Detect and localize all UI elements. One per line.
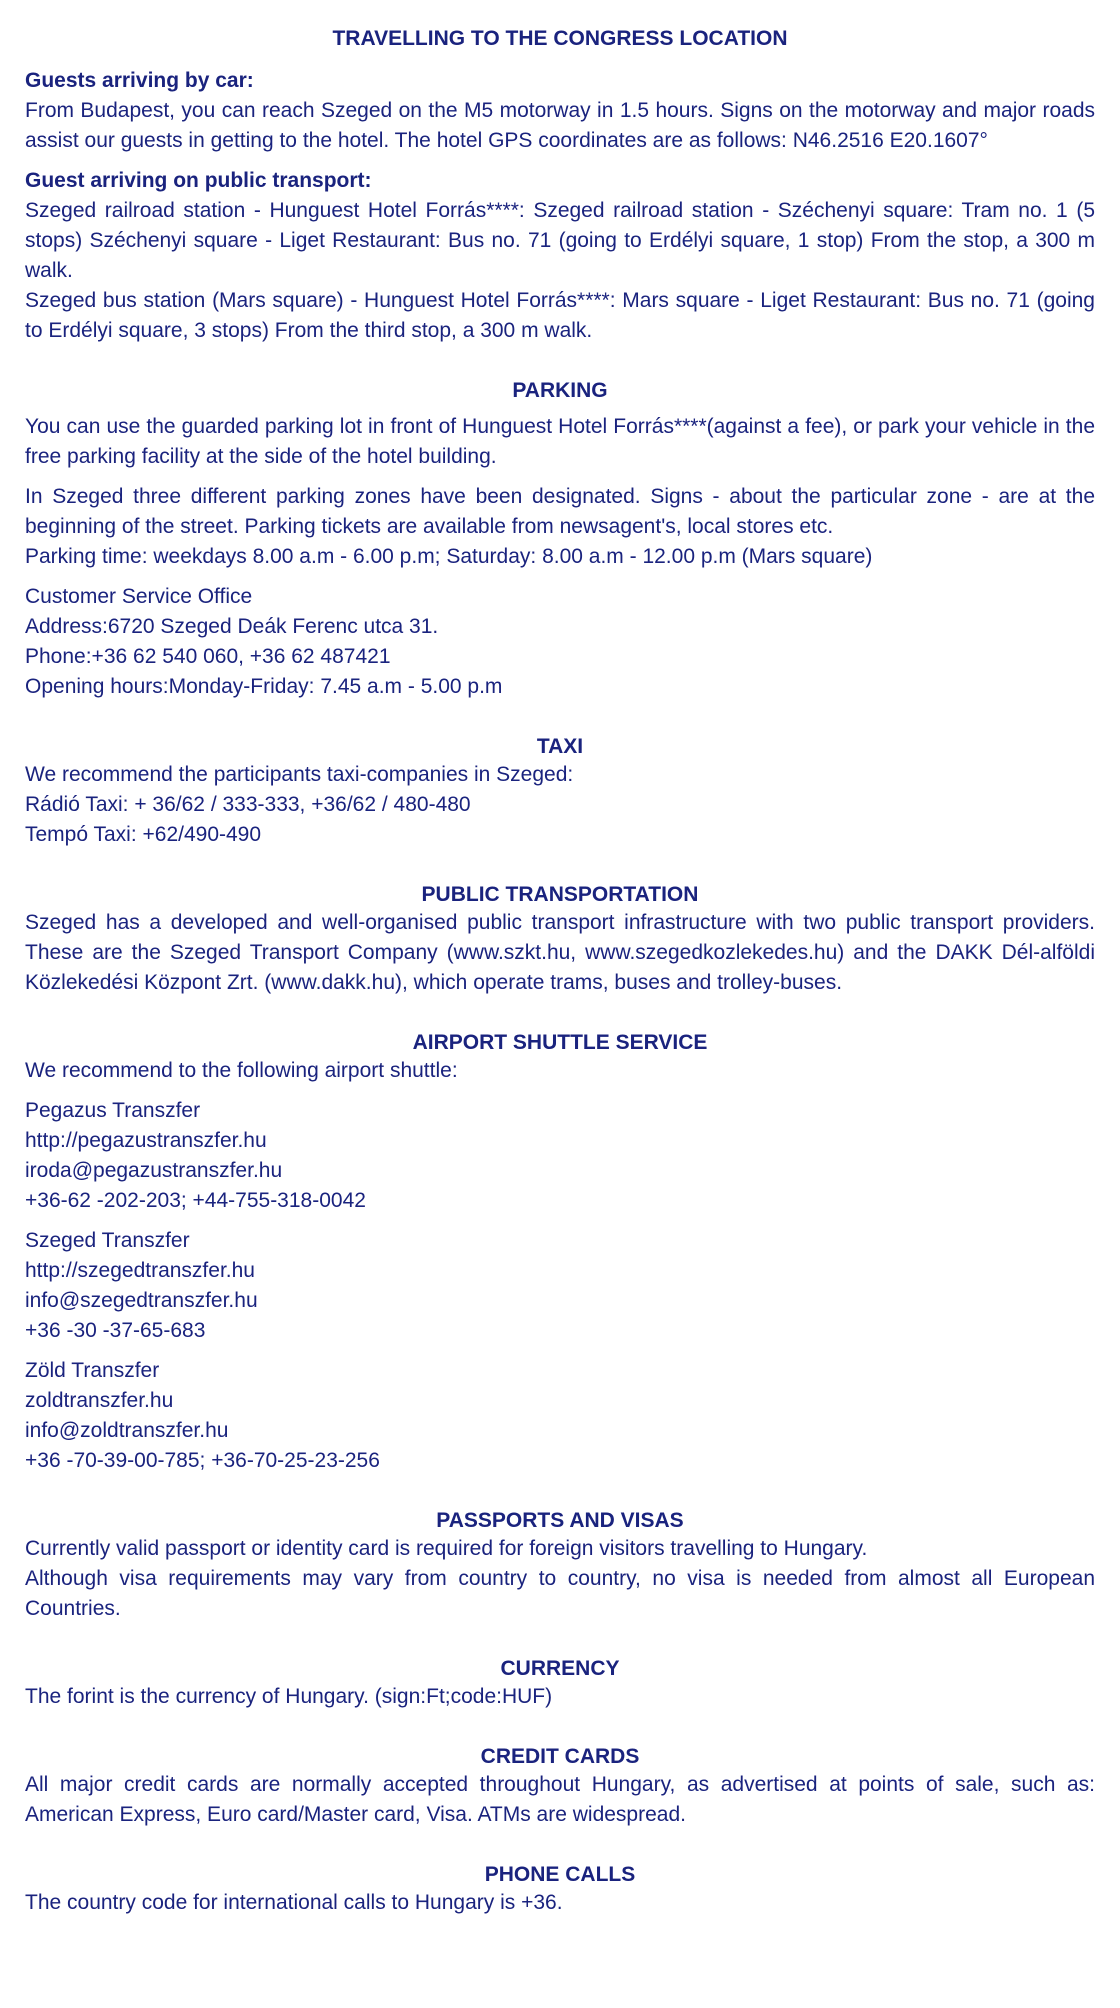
passports-text-1: Currently valid passport or identity card is required for foreign visitors travelling to Hungary. xyxy=(25,1537,868,1560)
car-heading: Guests arriving by car: xyxy=(25,69,254,92)
public-transport-text: Szeged has a developed and well-organised public transport infrastructure with two public transport providers. These are the Szeged Transport Company (www.szkt.hu, www.szegedkozlekedes.hu) and the DAKK Dél-alföldi Közlekedési Központ Zrt. (www.dakk.hu), which operate trams, buses and trolley-buses. xyxy=(25,911,1095,994)
parking-text-1: You can use the guarded parking lot in front of Hunguest Hotel Forrás****(against a fee), or park your vehicle in the free parking facility at the side of the hotel building. xyxy=(25,415,1095,468)
shuttle-title: AIRPORT SHUTTLE SERVICE xyxy=(412,1031,708,1054)
passports-title: PASSPORTS AND VISAS xyxy=(436,1509,684,1532)
public-text-2: Szeged bus station (Mars square) - Hunguest Hotel Forrás****: Mars square - Liget Restaurant: Bus no. 71 (going to Erdélyi square, 3 stops) From the third stop, a 300 m walk. xyxy=(25,289,1095,342)
shuttle-intro: We recommend to the following airport shuttle: xyxy=(25,1059,458,1082)
parking-text-2: In Szeged three different parking zones have been designated. Signs - about the particular zone - are at the beginning of the street. Parking tickets are available from newsagent's, local stores etc. xyxy=(25,485,1095,538)
public-transport-title: PUBLIC TRANSPORTATION xyxy=(421,883,699,906)
provider-name: Pegazus Transzfer xyxy=(25,1099,201,1122)
provider-phone: +36-62 -202-203; +44-755-318-0042 xyxy=(25,1189,366,1212)
public-heading: Guest arriving on public transport: xyxy=(25,169,372,192)
office-address: Address:6720 Szeged Deák Ferenc utca 31. xyxy=(25,615,439,638)
provider-phone: +36 -30 -37-65-683 xyxy=(25,1319,206,1342)
shuttle-provider xyxy=(25,1356,1095,1476)
currency-title: CURRENCY xyxy=(500,1657,620,1680)
parking-title: PARKING xyxy=(512,379,608,402)
provider-web: http://pegazustranszfer.hu xyxy=(25,1129,267,1152)
provider-email: iroda@pegazustranszfer.hu xyxy=(25,1159,283,1182)
provider-web: http://szegedtranszfer.hu xyxy=(25,1259,255,1282)
currency-text: The forint is the currency of Hungary. (sign:Ft;code:HUF) xyxy=(25,1685,553,1708)
taxi-title: TAXI xyxy=(536,735,584,758)
provider-email: info@szegedtranszfer.hu xyxy=(25,1289,258,1312)
office-name: Customer Service Office xyxy=(25,585,253,608)
passports-text-2: Although visa requirements may vary from country to country, no visa is needed from almost all European Countries. xyxy=(25,1567,1095,1620)
provider-phone: +36 -70-39-00-785; +36-70-25-23-256 xyxy=(25,1449,380,1472)
provider-web: zoldtranszfer.hu xyxy=(25,1389,174,1412)
phone-text: The country code for international calls to Hungary is +36. xyxy=(25,1891,563,1914)
provider-email: info@zoldtranszfer.hu xyxy=(25,1419,229,1442)
travel-title: TRAVELLING TO THE CONGRESS LOCATION xyxy=(332,27,788,50)
taxi-radio: Rádió Taxi: + 36/62 / 333-333, +36/62 / 480-480 xyxy=(25,793,471,816)
car-text: From Budapest, you can reach Szeged on the M5 motorway in 1.5 hours. Signs on the motorway and major roads assist our guests in getting to the hotel. The hotel GPS coordinates are as follows: N46.2516 E20.1607° xyxy=(25,99,1095,152)
credit-text: All major credit cards are normally accepted throughout Hungary, as advertised at points of sale, such as: American Express, Euro card/Master card, Visa. ATMs are widespread. xyxy=(25,1773,1095,1826)
provider-name: Zöld Transzfer xyxy=(25,1359,160,1382)
taxi-intro: We recommend the participants taxi-companies in Szeged: xyxy=(25,763,574,786)
shuttle-provider xyxy=(25,1096,1095,1216)
taxi-tempo: Tempó Taxi: +62/490-490 xyxy=(25,823,262,846)
phone-title: PHONE CALLS xyxy=(484,1863,636,1886)
provider-name: Szeged Transzfer xyxy=(25,1229,190,1252)
office-phone: Phone:+36 62 540 060, +36 62 487421 xyxy=(25,645,391,668)
public-text-1: Szeged railroad station - Hunguest Hotel Forrás****: Szeged railroad station - Széchenyi square: Tram no. 1 (5 stops) Széchenyi square - Liget Restaurant: Bus no. 71 (going to Erdélyi square, 1 stop) From the stop, a 300 m walk. xyxy=(25,199,1095,282)
credit-title: CREDIT CARDS xyxy=(480,1745,640,1768)
shuttle-provider xyxy=(25,1226,1095,1346)
office-hours: Opening hours:Monday-Friday: 7.45 a.m - 5.00 p.m xyxy=(25,675,503,698)
parking-text-3: Parking time: weekdays 8.00 a.m - 6.00 p.m; Saturday: 8.00 a.m - 12.00 p.m (Mars square) xyxy=(25,545,873,568)
